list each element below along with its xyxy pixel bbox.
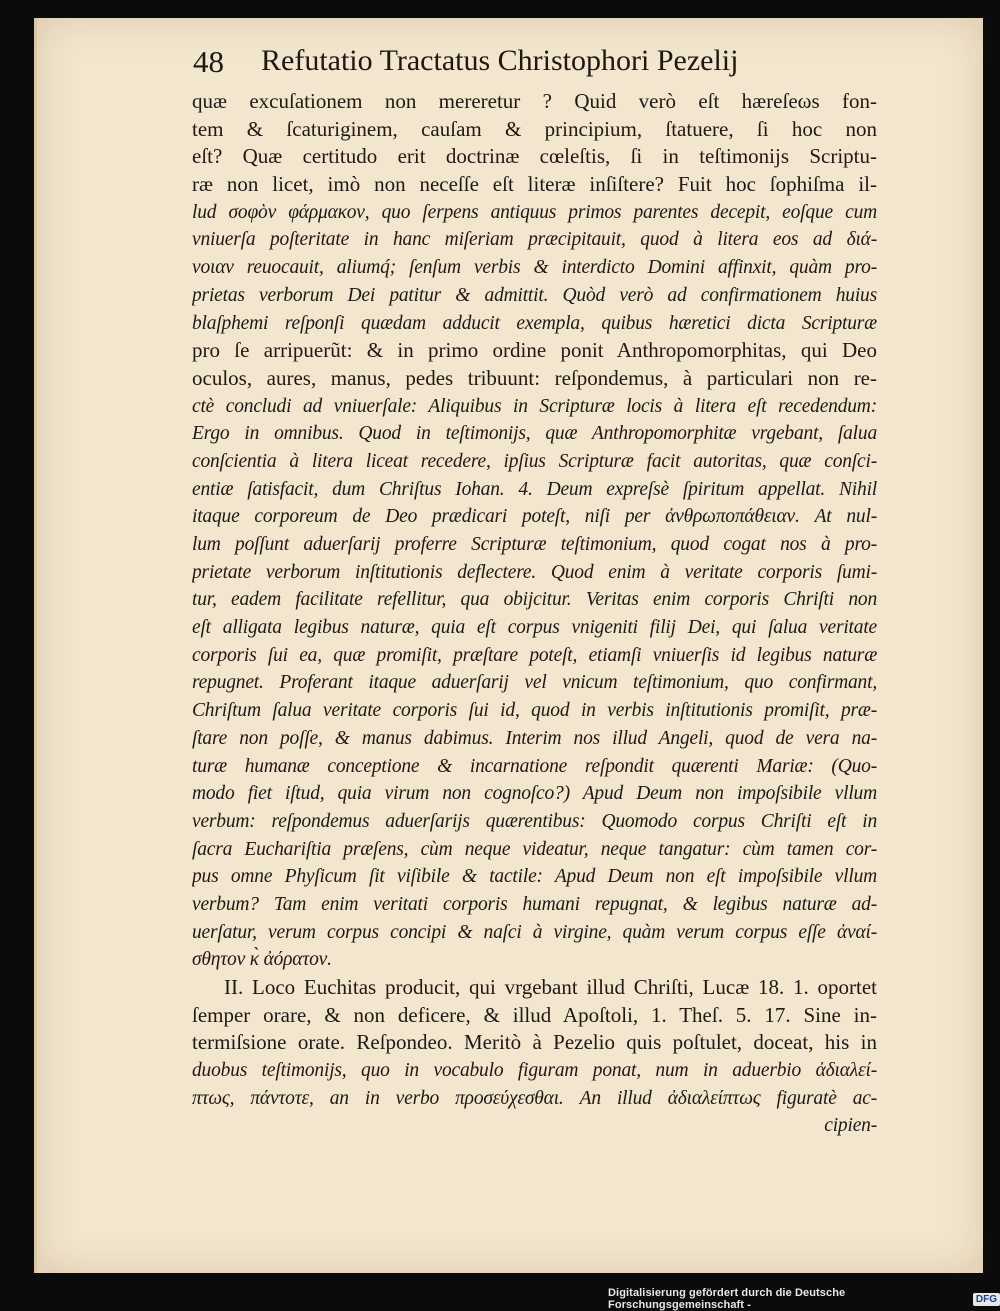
text-line: eſt alligata legibus naturæ, quia eſt corpus vnigeniti filij Dei, qui ſalua veritate — [192, 617, 877, 639]
text-line: ſemper orare, & non deficere, & illud Apoſtoli, 1. Theſ. 5. 17. Sine in- — [192, 1002, 877, 1027]
text-line: II. Loco Euchitas producit, qui vrgebant illud Chriſti, Lucæ 18. 1. oportet — [224, 975, 877, 999]
text-line: turæ humanæ conceptione & incarnatione reſpondit quærenti Mariæ: (Quo- — [192, 755, 877, 777]
text-line: oculos, aures, manus, pedes tribuunt: reſpondemus, à particulari non re- — [192, 365, 877, 390]
body-text — [192, 88, 877, 1140]
running-header — [193, 44, 833, 84]
text-line: prietate verborum inſtitutionis deflectere. Quod enim à veritate corporis ſumi- — [192, 561, 877, 583]
text-line: Chriſtum ſalua veritate corporis ſui id, quod in verbis inſtitutionis promiſit, præ- — [192, 700, 877, 722]
footer-credit — [608, 1287, 1000, 1311]
text-line: modo fiet iſtud, quia virum non cognoſco?) Apud Deum non impoſsibile vllum — [192, 783, 877, 805]
text-line: conſcientia à litera liceat recedere, ipſius Scripturæ facit autoritas, quæ conſci- — [192, 450, 877, 472]
running-title: Refutatio Tractatus Christophori Pezelij — [261, 44, 739, 77]
text-line: duobus teſtimonijs, quo in vocabulo figuram ponat, num in aduerbio ἀδιαλεί- — [192, 1060, 877, 1082]
text-line: πτως, πάντοτε, an in verbo προσεύχεσθαι. An illud ἀδιαλείπτως figuratè ac- — [192, 1087, 877, 1109]
text-line: νοιαν reuocauit, aliumq́; ſenſum verbis & interdicto Domini affinxit, quàm pro- — [192, 257, 877, 279]
text-line: lum poſſunt aduerſarij proferre Scripturæ teſtimonium, quod cogat nos à pro- — [192, 534, 877, 555]
text-line: ræ non licet, imò non neceſſe eſt literæ inſiſtere? Fuit hoc ſophiſma il- — [192, 172, 877, 197]
text-line: tem & ſcaturiginem, cauſam & principium, ſtatuere, ſi hoc non — [192, 116, 877, 141]
page-number: 48 — [193, 44, 224, 79]
text-line: pro ſe arripuerũt: & in primo ordine ponit Anthropomorphitas, qui Deo — [192, 338, 877, 363]
text-line: Ergo in omnibus. Quod in teſtimonijs, quæ Anthropomorphitæ vrgebant, ſalua — [192, 423, 877, 445]
text-line: cipien- — [824, 1115, 877, 1137]
text-line: verbum? Tam enim veritati corporis humani repugnat, & legibus naturæ ad- — [192, 893, 877, 915]
text-line: σθητον κ̀ ἀόρατον. — [192, 949, 332, 971]
text-line: ſacra Euchariſtia præſens, cùm neque videatur, neque tangatur: cùm tamen cor- — [192, 838, 877, 860]
footer-text: Digitalisierung gefördert durch die Deutsche Forschungsgemeinschaft - — [608, 1287, 846, 1311]
text-line: itaque corporeum de Deo prædicari poteſt, niſi per ἀνθρωποπάθειαν. At nul- — [192, 506, 877, 528]
text-line: uerſatur, verum corpus concipi & naſci à virgine, quàm verum corpus eſſe ἀναί- — [192, 921, 877, 943]
text-line: repugnet. Proferant itaque aduerſarij vel vnicum teſtimonium, quo confirmant, — [192, 672, 877, 694]
text-line: corporis ſui ea, quæ promiſit, præſtare poteſt, etiamſi vniuerſis id legibus naturæ — [192, 644, 877, 666]
text-line: lud σοφὸν φάρμακον, quo ſerpens antiquus primos parentes decepit, eoſque cum — [192, 201, 877, 223]
text-line: quæ excuſationem non mereretur ? Quid verò eſt hæreſeωs fon- — [192, 89, 877, 113]
text-line: entiæ ſatisfacit, dum Chriſtus Iohan. 4. Deum expreſsè ſpiritum appellat. Nihil — [192, 478, 877, 500]
text-line: vniuerſa poſteritate in hanc miſeriam præcipitauit, quod à litera eos ad διά- — [192, 229, 877, 251]
text-line: termiſsione orate. Reſpondeo. Meritò à Pezelio quis poſtulet, doceat, his in — [192, 1030, 877, 1055]
text-line: blaſphemi reſponſi quædam adducit exempla, quibus hæretici dicta Scripturæ — [192, 312, 877, 334]
text-line: ctè concludi ad vniuerſale: Aliquibus in Scripturæ locis à litera eſt recedendum: — [192, 395, 877, 417]
text-line: eſt? Quæ certitudo erit doctrinæ cœleſtis, ſi in teſtimonijs Scriptu- — [192, 144, 877, 169]
text-line: tur, eadem facilitate refellitur, qua obijcitur. Veritas enim corporis Chriſti non — [192, 589, 877, 611]
text-line: verbum: reſpondemus aduerſarijs quærentibus: Quomodo corpus Chriſti eſt in — [192, 810, 877, 832]
text-line: pus omne Phyſicum ſit viſibile & tactile: Apud Deum non eſt impoſsibile vllum — [192, 866, 877, 888]
text-line: prietas verborum Dei patitur & admittit. Quòd verò ad confirmationem huius — [192, 284, 877, 306]
text-line: ſtare non poſſe, & manus dabimus. Interim nos illud Angeli, quod de vera na- — [192, 727, 877, 749]
dfg-logo: DFG — [973, 1293, 1000, 1306]
